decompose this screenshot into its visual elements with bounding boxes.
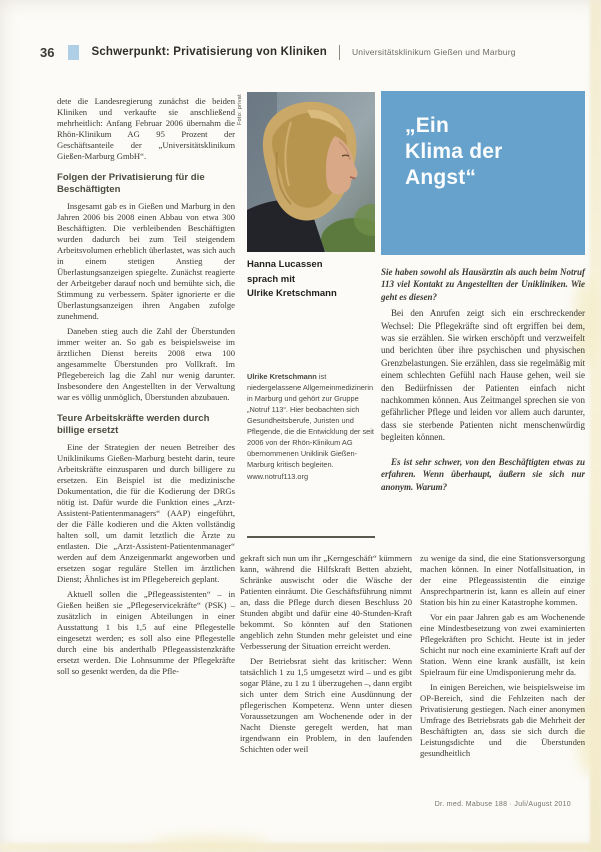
scan-artifact [150, 836, 270, 850]
header-divider [339, 45, 340, 60]
interview-question: Es ist sehr schwer, von den Beschäftigten etwas zu erfahren. Wenn überhaupt, äußern sie sich nur anonym. Warum? [381, 456, 585, 492]
bio-text: ist niedergelassene Allgemeinmedizinerin in Marburg und gehört zur Gruppe „Notruf 113“. Hier beobachten sich Gesundheitsberufe, Juristen und Pflegende, die die Entwicklung der seit 2006 von der Rhön-Klinikum AG übernommenen Uniklinik Gießen-Marburg kritisch begleiten. [247, 372, 374, 469]
article-bottom-right-column [420, 553, 585, 763]
article-paragraph: Vor ein paar Jahren gab es am Wochenende eine Mindestbesetzung von zwei examinierten Pflegekräften pro Schicht. Heute ist in jeder Schicht nur noch eine examinierte Kraft auf der Station. Wenn eine krank ausfällt, ist kein Spielraum für eine Umdisponierung mehr da. [420, 612, 585, 677]
bio-website-link: www.notruf113.org [247, 472, 309, 481]
photo-credit: Foto: privat [237, 94, 243, 126]
interviewee-bio [247, 371, 375, 482]
article-subheading: Folgen der Privatisierung für die Beschäftigten [57, 172, 205, 195]
article-paragraph: gekraft sich nun um ihr „Kerngeschäft“ kümmern kann, während die Hilfskraft Betten abzieht, Schränke auswischt oder die Wäsche der Patienten einräumt. Die Geschäftsführung nimmt an, dass die Pflege durch diesen Beschluss 20 Stunden abgibt und dafür eine 40-Stunden-Kraft bekommt. So könnten auf den Stationen angeblich zehn Stunden mehr geleistet und eine Verbesserung der Situation erreicht werden. [240, 553, 412, 651]
byline-connector: sprach mit [247, 273, 296, 285]
interview-column [381, 266, 585, 497]
article-left-column [57, 96, 235, 681]
edition-label: Universitätsklinikum Gießen und Marburg [351, 47, 516, 57]
article-title-box [381, 91, 585, 255]
page-header [40, 40, 571, 64]
scan-artifact [0, 843, 601, 852]
bio-divider-rule [247, 536, 375, 538]
portrait-photo [237, 92, 375, 252]
header-square-marker [68, 45, 79, 60]
interview-answer: Bei den Anrufen zeigt sich ein erschreckender Wechsel: Die Pflegekräfte sind oft ergriffen bei dem, was sie erzählen. Sie wirken erschöpft und verzweifelt und berichten über ihre psychischen und physischen Grenzbelastungen. Sie erzählen, dass sie regelmäßig mit einem schlechten Gefühl nach Hause gehen, weil sie den Bedürfnissen der Patienten einfach nicht nachkommen können. Aus Zeitmangel sprechen sie von gefährlicher Pflege und leiden vor allem auch darunter, dass sie sterbende Patienten nicht menschenwürdig begleiten können. [381, 308, 585, 443]
bio-name: Ulrike Kretschmann [247, 372, 317, 381]
magazine-footer: Dr. med. Mabuse 188 · Juli/August 2010 [434, 801, 571, 808]
article-subheading: Teure Arbeitskräfte werden durch billige ersetzt [57, 413, 210, 436]
portrait-photo-image [247, 92, 375, 252]
article-paragraph: dete die Landesregierung zunächst die beiden Kliniken und verkaufte sie anschließend mehrheitlich: Anfang Februar 2006 übernahm die Rhön-Klinikum AG 95 Prozent der Geschäftsanteile der „Universitätsklinikum Gießen-Marburg GmbH“. [57, 96, 235, 161]
article-paragraph: Aktuell sollen die „Pflegeassistenten“ – in Gießen heißen sie „Pflegeservicekräfte“ (PSK) – zusätzlich in einigen Abteilungen in einer Ausstattung 1 bis 1,5 auf eine Pflegestelle eingesetzt werden; es soll also eine Pflegestelle durch eine bis anderthalb Pflegeassistenzkräfte ersetzt werden. Die Lohnsumme der Pflegekräfte soll so gesenkt werden, da die Pfle- [57, 589, 235, 676]
byline-interviewer: Hanna Lucassen [247, 259, 323, 270]
article-paragraph: In einigen Bereichen, wie beispielsweise im OP-Bereich, sind die Fehlzeiten nach der Privatisierung gestiegen. Nach einer anonymen Umfrage des Betriebsrats gab die Mehrheit der Beschäftigten an, dass sie sich durch die Leistungsdichte und die Überstunden gesundheitlich [420, 682, 585, 758]
article-paragraph: Der Betriebsrat sieht das kritischer: Wenn tatsächlich 1 zu 1,5 umgesetzt wird – und es gibt sogar Pläne, zu 1 zu 1 überzugehen –, dann ergibt sich unter dem Strich eine Ausdünnung der pflegerischen Kompetenz. Wenn unter diesen Voraussetzungen am Wochenende oder in der Nacht Dienste geregelt werden, hat man irgendwann ein Problem, in den laufenden Schichten oder weil [240, 656, 412, 754]
article-bottom-middle-column [240, 553, 412, 759]
article-paragraph: Insgesamt gab es in Gießen und Marburg in den Jahren 2006 bis 2008 einen Abbau von etwa 300 Beschäftigten. Die verbleibenden Beschäftigten wurden dadurch bei zum Teil steigendem Arbeitsvolumen erheblich überlastet, was sich auch in einem stetigen Anstieg der Überlastungsanzeigen spiegelte. Zunächst reagierte der Arbeitgeber darauf noch und bemühte sich, die Stimmung zu verbessern. Später ignorierte er die Überlastungsanzeigen ihren Angaben zufolge zunehmend. [57, 201, 235, 321]
interview-question: Sie haben sowohl als Hausärztin als auch beim Notruf 113 viel Kontakt zu Angestellten der Unikliniken. Wie geht es diesen? [381, 267, 585, 302]
article-paragraph: Eine der Strategien der neuen Betreiber des Uniklinikums Gießen-Marburg besteht darin, teure Arbeitskräfte einzusparen und durch billigere zu ersetzen. Ein Beispiel ist die medizinische Dokumentation, die für die Kodierung der DRGs nötig ist. Dafür wurde die Funktion eines „Arzt-Assistent-Patientenmanagers“ (AAP) eingeführt, der die Fälle kodieren und die Akten vollständig halten soll, um damit letztlich die Ärzte zu entlasten. Die „Arzt-Assistent-Patientenmanager“ werden auf dem Anzeigenmarkt angeworben und ersetzen sogar reguläre Stellen im ärztlichen Dienst; Ähnliches ist im Pflegebereich geplant. [57, 442, 235, 584]
byline [247, 258, 375, 302]
byline-interviewee: Ulrike Kretschmann [247, 288, 337, 299]
article-paragraph: zu wenige da sind, die eine Stationsversorgung machen können. In einer Notfallsituation, in der eine Pflegeassistentin die einzige Ansprechpartnerin ist, kann es allein auf einer Station bis hin zu einer Katastrophe kommen. [420, 553, 585, 607]
article-paragraph: Daneben stieg auch die Zahl der Überstunden immer weiter an. So gab es beispielsweise im ärztlichen Dienst bereits 2008 etwa 100 angesammelte Überstunden pro Vollkraft. Im Pflegebereich lag die Zahl nur wenig darunter. Insbesondere den Angestellten in der Verwaltung war es völlig unmöglich, Überstunden abzubauen. [57, 326, 235, 402]
article-title: „Ein Klima der Angst“ [405, 114, 503, 189]
page-number: 36 [40, 44, 55, 60]
section-title: Schwerpunkt: Privatisierung von Kliniken [91, 46, 327, 58]
